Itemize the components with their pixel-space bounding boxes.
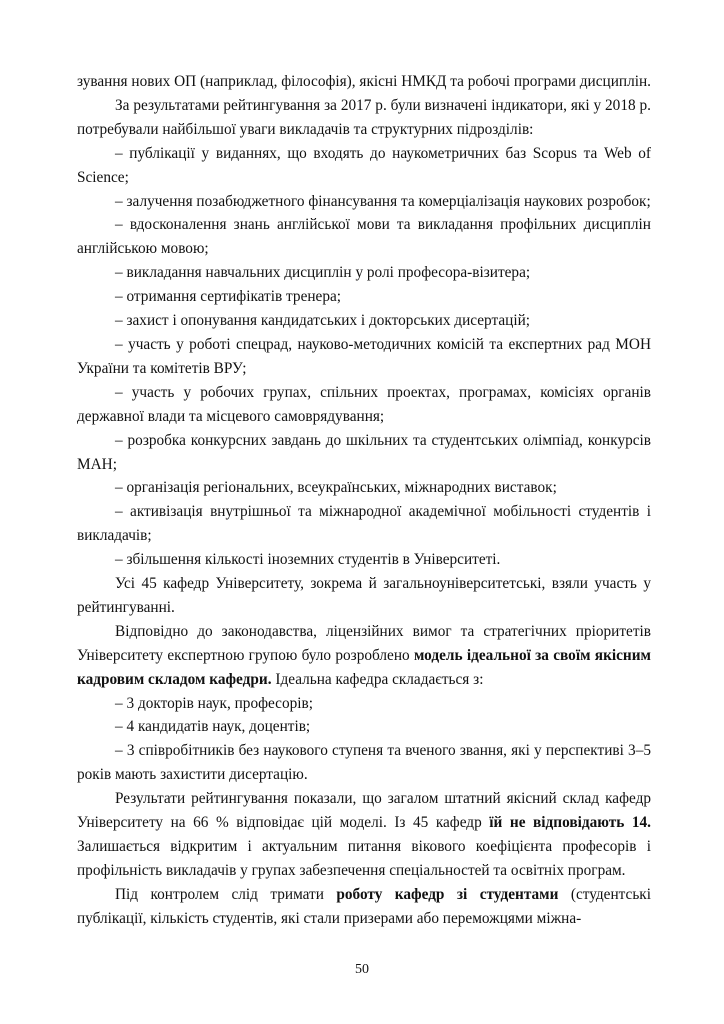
paragraph (77, 190, 651, 214)
paragraph-text: – активізація внутрішньої та міжнародної академічної мобільності студентів і викладачів; (77, 503, 651, 545)
paragraph-text: – 3 докторів наук, професорів; (115, 694, 313, 712)
paragraph (77, 692, 651, 716)
paragraph-text: зування нових ОП (наприклад, філософія), якісні НМКД та робочі програми дисциплін. (77, 73, 651, 90)
paragraph-text: – організація регіональних, всеукраїнських, міжнародних виставок; (115, 479, 557, 497)
paragraph-text: Залишається відкритим і актуальним питання вікового коефіцієнта професорів і профільність викладачів у групах забезпечення спеціальностей та освітніх програм. (77, 838, 651, 879)
paragraph (77, 739, 651, 787)
body-text (77, 70, 651, 931)
paragraph-text: За результатами рейтингування за 2017 р. були визначені індикатори, які у 2018 р. потребували найбільшої уваги викладачів та структурних підрозділів: (77, 96, 651, 138)
paragraph (77, 715, 651, 739)
paragraph (77, 261, 651, 285)
paragraph (77, 285, 651, 309)
paragraph-text: – залучення позабюджетного фінансування та комерціалізація наукових розробок; (115, 192, 651, 210)
paragraph-text: – викладання навчальних дисциплін у ролі професора-візитера; (115, 264, 531, 282)
paragraph (77, 309, 651, 333)
paragraph (77, 500, 651, 548)
paragraph (77, 476, 651, 500)
paragraph (77, 94, 651, 142)
paragraph-text: – захист і опонування кандидатських і докторських дисертацій; (115, 312, 531, 330)
paragraph (77, 620, 651, 692)
paragraph (77, 70, 651, 94)
paragraph-text: Результати рейтингування показали, що загалом штатний якісний склад кафедр Університету на 66 % відповідає цій моделі. Із 45 кафедр (77, 790, 651, 832)
paragraph-text: – розробка конкурсних завдань до шкільних та студентських олімпіад, конкурсів МАН; (77, 431, 651, 473)
paragraph-text: Відповідно до законодавства, ліцензійних вимог та стратегічних пріоритетів Університету експертною групою було розроблено (77, 622, 651, 664)
paragraph (77, 429, 651, 477)
paragraph (77, 333, 651, 381)
page-number: 50 (355, 962, 369, 977)
paragraph-text: – вдосконалення знань англійської мови та викладання профільних дисциплін англійською мовою; (77, 216, 651, 258)
paragraph-text: Усі 45 кафедр Університету, зокрема й загальноуніверситетські, взяли участь у рейтингуванні. (77, 575, 651, 616)
paragraph (77, 548, 651, 572)
bold-text: модель ідеальної за своїм якісним кадровим складом кафедри. (77, 646, 651, 688)
paragraph (77, 572, 651, 620)
bold-text: їй не відповідають 14. (489, 814, 651, 832)
paragraph-text: – публікації у виданнях, що входять до наукометричних баз Scopus та Web of Science; (77, 144, 651, 186)
paragraph (77, 787, 651, 883)
paragraph-text: – збільшення кількості іноземних студентів в Університеті. (115, 551, 501, 569)
paragraph-text: Під контролем слід тримати (115, 885, 337, 903)
paragraph-text: Ідеальна кафедра складається з: (271, 670, 484, 688)
paragraph-text: – участь у робочих групах, спільних проектах, програмах, комісіях органів державної влади та місцевого самоврядування; (77, 383, 651, 425)
paragraph-text: – 3 співробітників без наукового ступеня та вченого звання, які у перспективі 3–5 років мають захистити дисертацію. (77, 742, 651, 784)
paragraph (77, 381, 651, 429)
paragraph (77, 142, 651, 190)
paragraph-text: – 4 кандидатів наук, доцентів; (115, 718, 311, 736)
paragraph-text: – отримання сертифікатів тренера; (115, 288, 342, 306)
paragraph-text: (студентські публікації, кількість студентів, які стали призерами або переможцями міжна- (77, 885, 651, 927)
paragraph (77, 883, 651, 931)
paragraph-text: – участь у роботі спецрад, науково-методичних комісій та експертних рад МОН України та комітетів ВРУ; (77, 335, 651, 377)
bold-text: роботу кафедр зі студентами (336, 885, 559, 903)
paragraph (77, 213, 651, 261)
